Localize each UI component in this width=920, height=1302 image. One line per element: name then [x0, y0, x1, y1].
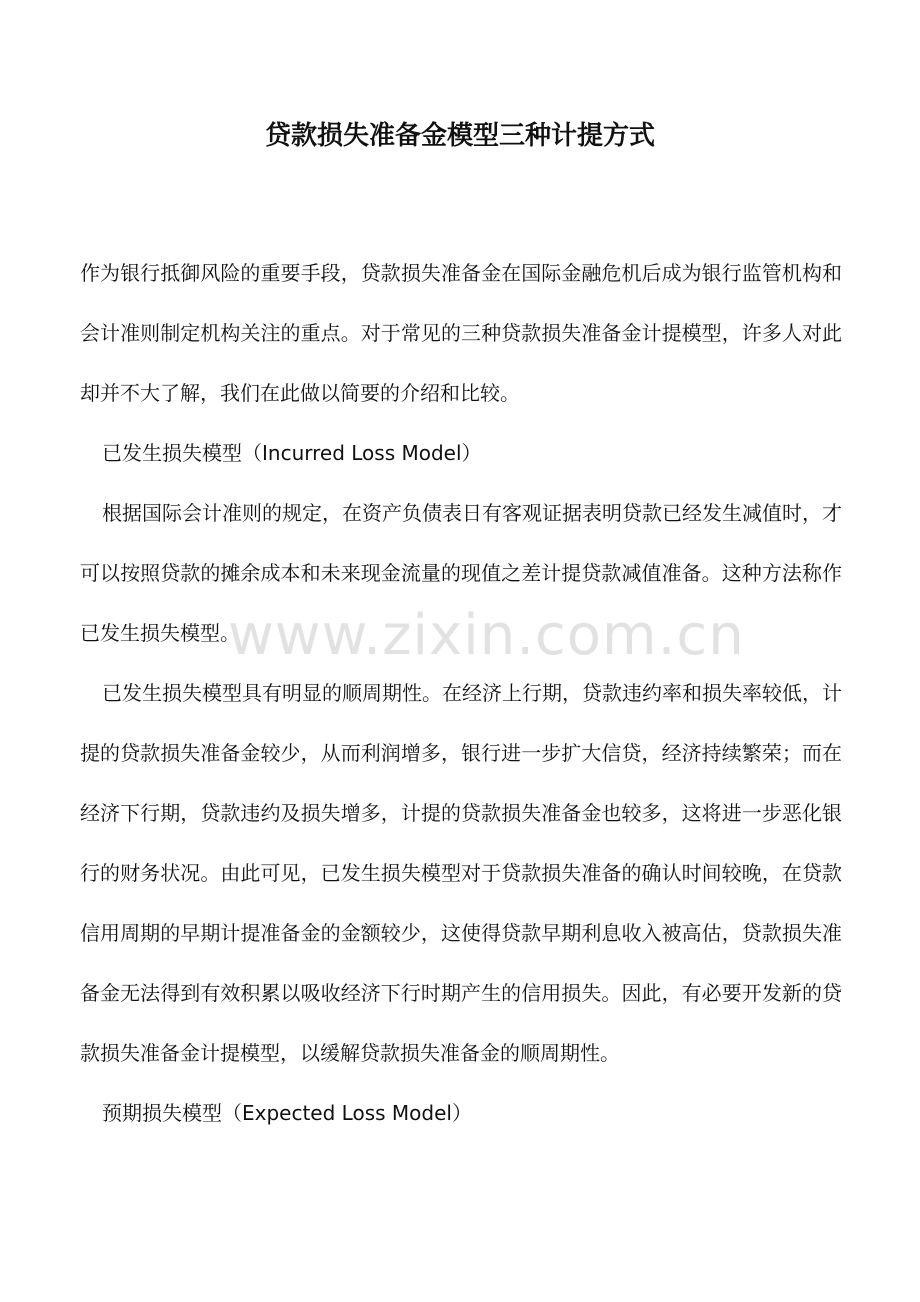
- document-title: 贷款损失准备金模型三种计提方式: [264, 121, 655, 151]
- intro-paragraph: 作为银行抵御风险的重要手段，贷款损失准备金在国际金融危机后成为银行监管机构和会计准则制定机构关注的重点。对于常见的三种贷款损失准备金计提模型，许多人对此却并不大了解，我们在此做以简要的介绍和比较。: [80, 261, 842, 405]
- document-body: [80, 243, 842, 1143]
- incurred-loss-definition-paragraph: 根据国际会计准则的规定，在资产负债表日有客观证据表明贷款已经发生减值时，才可以按照贷款的摊余成本和未来现金流量的现值之差计提贷款减值准备。这种方法称作已发生损失模型。: [80, 501, 842, 645]
- section-heading-expected-loss: 预期损失模型（Expected Loss Model）: [102, 1101, 472, 1125]
- section-heading-incurred-loss: 已发生损失模型（Incurred Loss Model）: [102, 441, 482, 465]
- watermark-text: www.zixin.com.cn: [228, 603, 745, 668]
- incurred-loss-procyclicality-paragraph: 已发生损失模型具有明显的顺周期性。在经济上行期，贷款违约率和损失率较低，计提的贷款损失准备金较少，从而利润增多，银行进一步扩大信贷，经济持续繁荣；而在经济下行期，贷款违约及损失增多，计提的贷款损失准备金也较多，这将进一步恶化银行的财务状况。由此可见，已发生损失模型对于贷款损失准备的确认时间较晚，在贷款信用周期的早期计提准备金的金额较少，这使得贷款早期利息收入被高估，贷款损失准备金无法得到有效积累以吸收经济下行时期产生的信用损失。因此，有必要开发新的贷款损失准备金计提模型，以缓解贷款损失准备金的顺周期性。: [80, 681, 842, 1065]
